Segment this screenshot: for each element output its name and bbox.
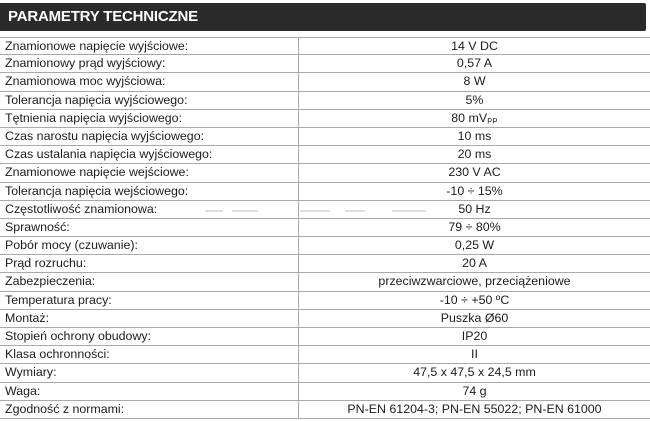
table-row — [0, 346, 650, 364]
row-value: 8 W — [463, 74, 486, 89]
row-value: 10 ms — [457, 128, 492, 143]
table-row — [0, 37, 650, 55]
row-value: PN-EN 61204-3; PN-EN 55022; PN-EN 61000 — [347, 401, 602, 416]
row-value: przeciwzwarciowe, przeciążeniowe — [378, 274, 571, 289]
row-label: Sprawność: — [5, 219, 70, 234]
table-row — [0, 401, 650, 419]
table-row — [0, 237, 650, 255]
row-value: Puszka Ø60 — [440, 310, 509, 325]
row-value: II — [471, 347, 478, 362]
row-label: Waga: — [5, 383, 41, 398]
table-row — [0, 128, 650, 146]
table-row — [0, 328, 650, 346]
row-label: Znamionowe napięcie wejściowe: — [5, 165, 189, 180]
table-row — [0, 273, 650, 291]
row-value: -10 ÷ +50 ºC — [439, 292, 510, 307]
table-row — [0, 310, 650, 328]
row-label: Zgodność z normami: — [5, 401, 125, 416]
row-label: Stopień ochrony obudowy: — [5, 329, 152, 343]
row-label: Pobór mocy (czuwanie): — [5, 238, 138, 253]
row-label: Czas narostu napięcia wyjściowego: — [5, 128, 205, 143]
row-label: Znamionowe napięcie wyjściowe: — [5, 39, 189, 53]
table-row — [0, 183, 650, 201]
table-row — [0, 73, 650, 91]
header-bar — [0, 3, 646, 31]
table-row — [0, 55, 650, 73]
row-label: Klasa ochronności: — [5, 347, 110, 362]
row-label: Wymiary: — [5, 365, 57, 380]
spec-table — [0, 37, 650, 419]
row-label: Tętnienia napięcia wyjściowego: — [5, 110, 183, 125]
row-value: 0,57 A — [456, 56, 493, 71]
row-value: 74 g — [462, 383, 487, 398]
row-label: Montaż: — [5, 310, 50, 325]
row-label: Tolerancja napięcia wejściowego: — [5, 183, 189, 198]
row-value: 80 mVₚₚ — [451, 110, 498, 125]
table-row — [0, 364, 650, 382]
row-value: 79 ÷ 80% — [448, 219, 501, 234]
row-value: 0,25 W — [454, 238, 495, 253]
row-value: 5% — [465, 92, 484, 107]
row-value: 230 V AC — [448, 165, 501, 180]
table-row — [0, 383, 650, 401]
row-value: IP20 — [461, 329, 488, 343]
row-value: 20 ms — [457, 147, 492, 162]
table-row — [0, 255, 650, 273]
scan-artifact — [232, 210, 258, 212]
table-row — [0, 164, 650, 182]
table-row — [0, 219, 650, 237]
row-value: 47,5 x 47,5 x 24,5 mm — [413, 365, 536, 380]
scan-artifact — [300, 210, 330, 212]
row-label: Zabezpieczenia: — [5, 274, 96, 289]
row-label: Znamionowa moc wyjściowa: — [5, 74, 166, 89]
row-label: Tolerancja napięcia wyjściowego: — [5, 92, 188, 107]
table-row — [0, 201, 650, 219]
row-label: Częstotliwość znamionowa: — [5, 201, 158, 216]
table-row — [0, 146, 650, 164]
row-label: Prąd rozruchu: — [5, 256, 87, 271]
table-row — [0, 110, 650, 128]
scan-artifact — [205, 210, 223, 212]
table-row — [0, 92, 650, 110]
spec-header — [0, 0, 650, 36]
scan-artifact — [392, 210, 426, 212]
scan-artifact — [345, 210, 365, 212]
page-title: PARAMETRY TECHNICZNE — [8, 8, 198, 25]
row-label: Znamionowy prąd wyjściowy: — [5, 56, 166, 71]
row-value: 14 V DC — [451, 39, 498, 53]
row-value: 20 A — [462, 256, 487, 271]
row-value: 50 Hz — [458, 201, 491, 216]
row-value: -10 ÷ 15% — [446, 183, 503, 198]
table-row — [0, 292, 650, 310]
row-label: Czas ustalania napięcia wyjściowego: — [5, 147, 213, 162]
row-label: Temperatura pracy: — [5, 292, 112, 307]
